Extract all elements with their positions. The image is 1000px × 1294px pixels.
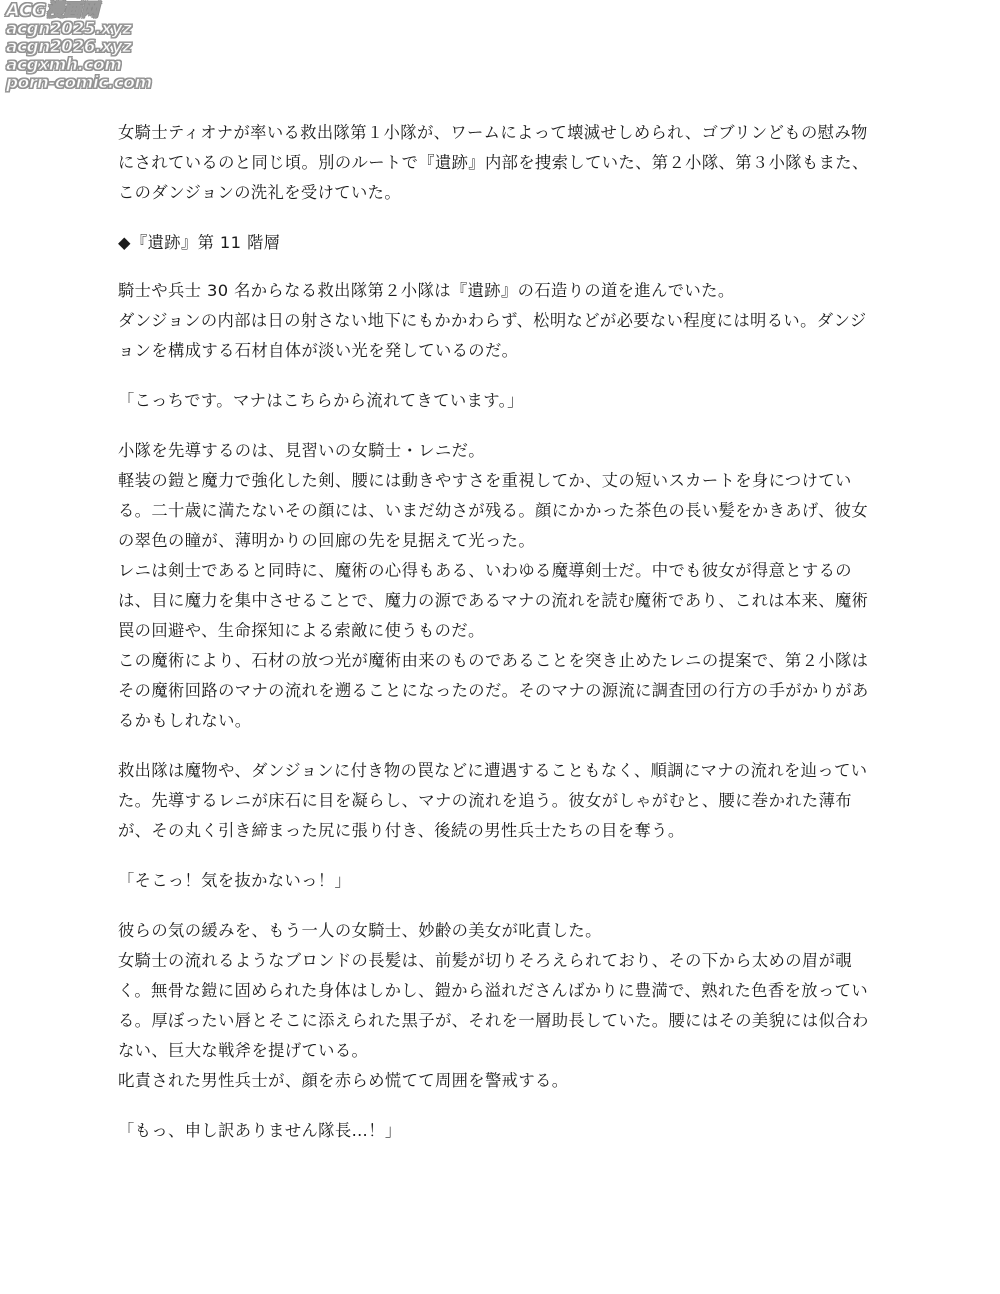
dialogue-reni: 「こっちです。マナはこちらから流れてきています。」	[118, 391, 524, 410]
section-heading: ◆『遺跡』第 11 階層	[118, 233, 281, 252]
paragraph-following-mana: 救出隊は魔物や、ダンジョンに付き物の罠などに遭遇することもなく、順調にマナの流れを辿っていた。先導するレニが床石に目を凝らし、マナの流れを追う。彼女がしゃがむと、腰に巻かれた薄布が、その丸く引き締まった尻に張り付き、後続の男性兵士たちの目を奪う。	[118, 761, 868, 840]
paragraph-advance: 騎士や兵士 30 名からなる救出隊第２小隊は『遺跡』の石造りの道を進んでいた。 ダンジョンの内部は日の射さない地下にもかかわらず、松明などが必要ない程度には明るい。ダンジョンを構成する石材自体が淡い光を発しているのだ。	[118, 281, 867, 360]
paragraph-reni-description: 小隊を先導するのは、見習いの女騎士・レニだ。 軽装の鎧と魔力で強化した剣、腰には動きやすさを重視してか、丈の短いスカートを身につけている。二十歳に満たないその顔には、いまだ幼さが残る。顔にかかった茶色の長い髪をかきあげ、彼女の翠色の瞳が、薄明かりの回廊の先を見据えて光った。 レニは剣士であると同時に、魔術の心得もある、いわゆる魔導剣士だ。中でも彼女が得意とするのは、目に魔力を集中させることで、魔力の源であるマナの流れを読む魔術であり、これは本来、魔術罠の回避や、生命探知による索敵に使うものだ。 この魔術により、石材の放つ光が魔術由来のものであることを突き止めたレニの提案で、第２小隊はその魔術回路のマナの流れを遡ることになったのだ。そのマナの源流に調査団の行方の手がかりがあるかもしれない。	[118, 441, 869, 730]
watermark-line: acgn2025.xyz	[6, 19, 132, 39]
dialogue-captain-scold: 「そこっ！気を抜かないっ！」	[118, 871, 352, 890]
watermark-line: ACG漫画网	[6, 0, 99, 21]
watermark-line: porn-comic.com	[6, 73, 152, 93]
watermark-line: acgn2026.xyz	[6, 37, 132, 57]
paragraph-captain-description: 彼らの気の緩みを、もう一人の女騎士、妙齢の美女が叱責した。 女騎士の流れるようなブロンドの長髪は、前髪が切りそろえられており、その下から太めの眉が覗く。無骨な鎧に固められた身体はしかし、鎧から溢れださんばかりに豊満で、熟れた色香を放っている。厚ぼったい唇とそこに添えられた黒子が、それを一層助長していた。腰にはその美貌には似合わない、巨大な戦斧を提げている。 叱責された男性兵士が、顔を赤らめ慌てて周囲を警戒する。	[118, 921, 869, 1090]
paragraph-intro: 女騎士ティオナが率いる救出隊第１小隊が、ワームによって壊滅せしめられ、ゴブリンどもの慰み物にされているのと同じ頃。別のルートで『遺跡』内部を捜索していた、第２小隊、第３小隊もまた、このダンジョンの洗礼を受けていた。	[118, 123, 869, 202]
watermark-line: acgxmh.com	[6, 55, 122, 75]
dialogue-soldier-apology: 「もっ、申し訳ありません隊長…！」	[118, 1121, 402, 1140]
document-body	[118, 118, 878, 1146]
site-watermark	[6, 2, 166, 92]
